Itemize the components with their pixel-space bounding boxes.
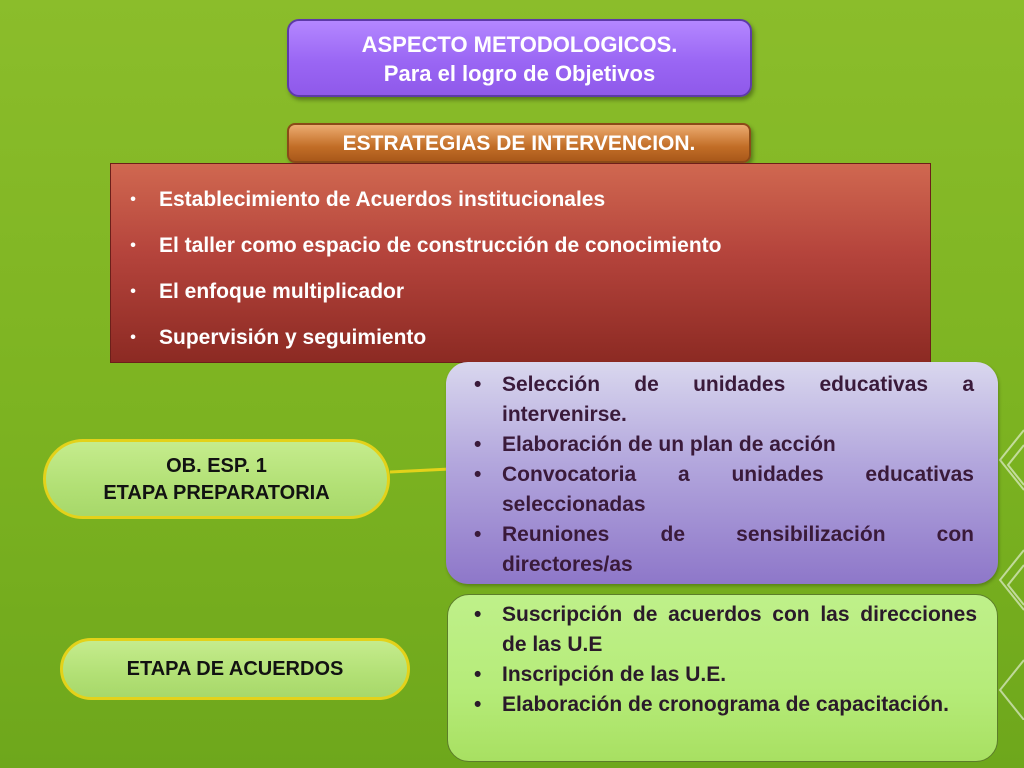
bullet-icon: • (474, 523, 482, 546)
title-box (287, 19, 752, 97)
strategies-heading-box (287, 123, 751, 163)
bullet-icon: • (474, 433, 482, 456)
connector-line (390, 465, 450, 475)
bullet-icon: • (130, 191, 136, 208)
stage1-activity-item: • Convocatoria a unidades educativas seleccionadas (472, 460, 974, 520)
strategies-heading: ESTRATEGIAS DE INTERVENCION. (342, 132, 696, 155)
bullet-icon: • (474, 373, 482, 396)
strategy-item: • El taller como espacio de construcción de conocimiento (123, 234, 930, 280)
strategy-item: • Supervisión y seguimiento (123, 326, 930, 372)
stage2-name: ETAPA DE ACUERDOS (126, 658, 344, 680)
title-line-2: Para el logro de Objetivos (383, 61, 656, 86)
bullet-icon: • (474, 663, 482, 686)
stage1-name: ETAPA PREPARATORIA (103, 482, 330, 504)
strategies-panel (110, 163, 931, 363)
stage2-activities-box (447, 594, 998, 762)
strategies-list (123, 188, 930, 372)
bullet-icon: • (130, 329, 136, 346)
bullet-icon: • (474, 603, 482, 626)
stage1-activity-item: • Elaboración de un plan de acción (472, 430, 974, 460)
bullet-icon: • (130, 283, 136, 300)
strategy-item: • Establecimiento de Acuerdos institucionales (123, 188, 930, 234)
stage1-label-pill (43, 439, 390, 519)
stage1-activity-item: • Reuniones de sensibilización con directores/as (472, 520, 974, 580)
bullet-icon: • (130, 237, 136, 254)
stage2-activity-item: • Suscripción de acuerdos con las direcciones de las U.E (472, 600, 977, 660)
bullet-icon: • (474, 693, 482, 716)
bullet-icon: • (474, 463, 482, 486)
stage2-activity-item: • Inscripción de las U.E. (472, 660, 977, 690)
stage1-activities-box (446, 362, 998, 584)
stage1-activity-item: • Selección de unidades educativas a intervenirse. (472, 370, 974, 430)
stage2-activities-list (472, 600, 977, 720)
decorative-chevrons (994, 420, 1024, 720)
stage1-activities-list (472, 370, 974, 580)
title-line-1: ASPECTO METODOLOGICOS. (361, 32, 678, 57)
stage2-label-pill (60, 638, 410, 700)
strategy-item: • El enfoque multiplicador (123, 280, 930, 326)
stage1-objective: OB. ESP. 1 (166, 455, 267, 477)
stage2-activity-item: • Elaboración de cronograma de capacitación. (472, 690, 977, 720)
